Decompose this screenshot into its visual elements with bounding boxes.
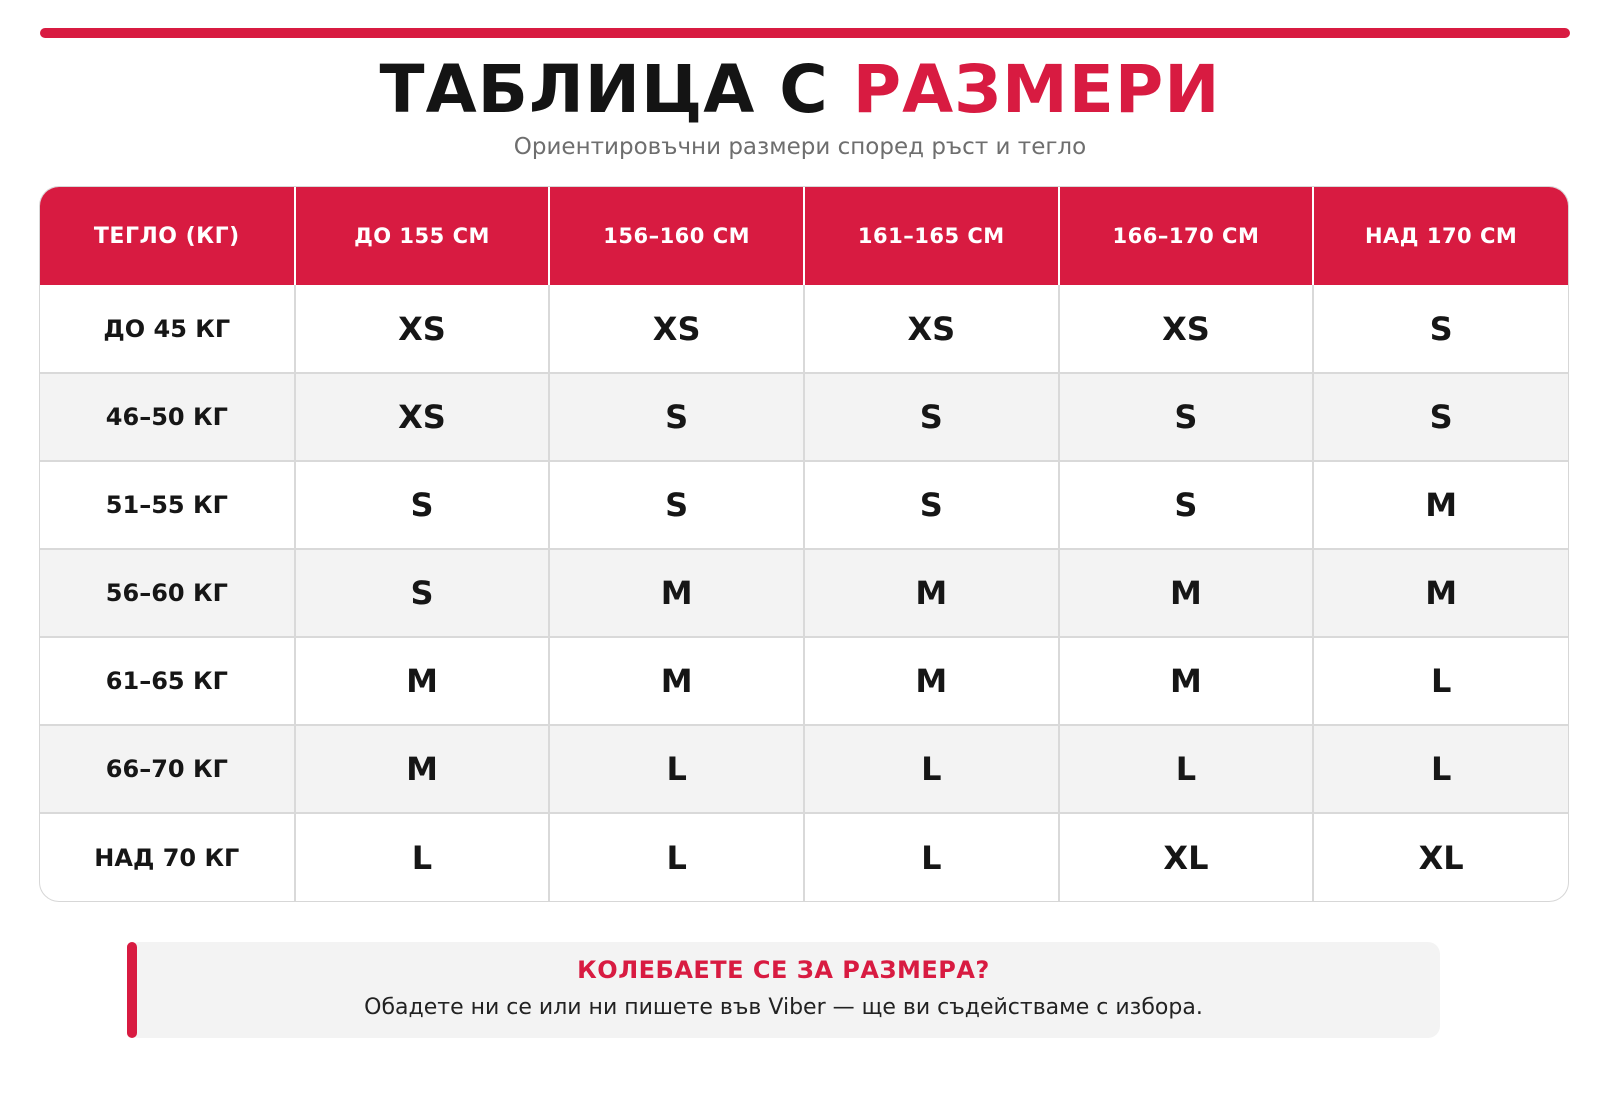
size-cell: XS	[804, 285, 1059, 373]
size-cell: S	[295, 549, 550, 637]
size-cell: S	[1059, 461, 1314, 549]
page-title-part2: РАЗМЕРИ	[852, 51, 1221, 128]
table-row	[40, 285, 1568, 373]
column-header-height-156-160: 156–160 СМ	[549, 187, 804, 285]
size-cell: L	[1313, 725, 1568, 813]
size-cell: S	[549, 461, 804, 549]
size-cell: S	[804, 373, 1059, 461]
table-row	[40, 725, 1568, 813]
weight-label: 46–50 КГ	[40, 373, 295, 461]
note-text: Обадете ни се или ни пишете във Viber — ще ви съдействаме с избора.	[364, 995, 1203, 1020]
weight-label: НАД 70 КГ	[40, 813, 295, 901]
size-cell: M	[549, 637, 804, 725]
page-subtitle: Ориентировъчни размери според ръст и тегло	[513, 134, 1087, 160]
page-title	[0, 50, 1600, 130]
column-header-weight: ТЕГЛО (КГ)	[40, 187, 295, 285]
column-header-height-over-170: НАД 170 СМ	[1313, 187, 1568, 285]
size-cell: S	[1429, 309, 1453, 348]
size-cell: L	[804, 725, 1059, 813]
size-cell: M	[295, 637, 550, 725]
weight-label: 66–70 КГ	[40, 725, 295, 813]
help-note	[127, 942, 1440, 1038]
size-cell: S	[1313, 373, 1568, 461]
top-accent-bar	[40, 28, 1570, 38]
size-cell: L	[804, 813, 1059, 901]
weight-label: 56–60 КГ	[40, 549, 295, 637]
size-cell: XL	[1059, 813, 1314, 901]
size-cell: L	[1313, 637, 1568, 725]
size-cell: M	[1313, 461, 1568, 549]
table-row	[40, 373, 1568, 461]
size-cell: XS	[295, 285, 550, 373]
size-cell: L	[549, 725, 804, 813]
column-header-height-161-165: 161–165 СМ	[804, 187, 1059, 285]
size-cell: XS	[549, 285, 804, 373]
column-header-height-upto-155: ДО 155 СМ	[295, 187, 550, 285]
size-cell: M	[804, 549, 1059, 637]
table-row	[40, 637, 1568, 725]
size-cell: M	[1313, 549, 1568, 637]
size-cell: S	[804, 461, 1059, 549]
size-cell: XL	[1313, 813, 1568, 901]
table-row	[40, 813, 1568, 901]
size-cell: M	[549, 549, 804, 637]
note-title: КОЛЕБАЕТЕ СЕ ЗА РАЗМЕРА?	[577, 956, 990, 984]
weight-label: 51–55 КГ	[40, 461, 295, 549]
size-cell: L	[549, 813, 804, 901]
size-chart-table	[39, 186, 1569, 902]
size-cell: XS	[295, 373, 550, 461]
table-row	[40, 461, 1568, 549]
size-cell: L	[1059, 725, 1314, 813]
table-header-row	[40, 187, 1568, 285]
size-cell: M	[804, 637, 1059, 725]
weight-label: ДО 45 КГ	[40, 285, 295, 373]
size-cell: M	[1059, 549, 1314, 637]
size-cell: M	[295, 725, 550, 813]
size-cell: L	[295, 813, 550, 901]
page-title-part1: ТАБЛИЦА С	[379, 51, 829, 128]
size-cell: S	[1059, 373, 1314, 461]
weight-label: 61–65 КГ	[40, 637, 295, 725]
table-row	[40, 549, 1568, 637]
size-cell: XS	[1059, 285, 1314, 373]
size-cell: S	[295, 461, 550, 549]
size-cell: M	[1059, 637, 1314, 725]
size-cell: S	[549, 373, 804, 461]
column-header-height-166-170: 166–170 СМ	[1059, 187, 1314, 285]
